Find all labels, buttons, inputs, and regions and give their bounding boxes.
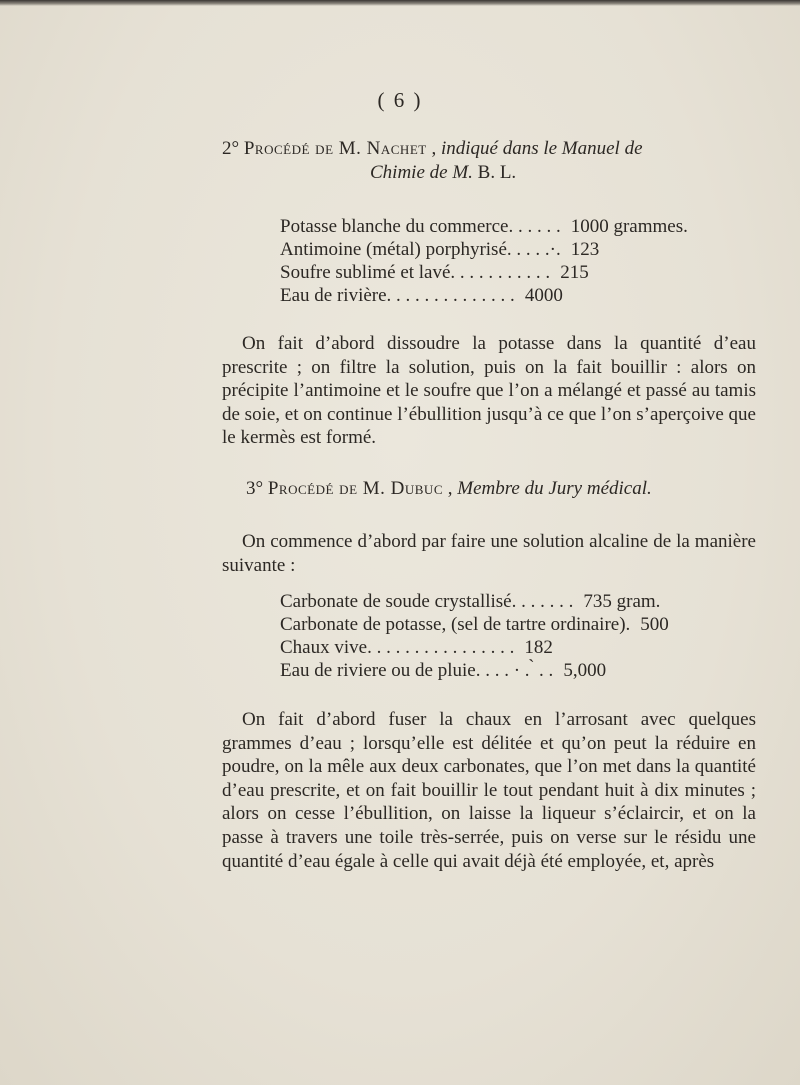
ingredient-quantity: 215 — [560, 262, 589, 283]
paragraph-2: On commence d’abord par faire une solution alcaline de la manière suivante : — [222, 531, 756, 576]
page-top-edge — [0, 0, 800, 6]
section-2-heading — [222, 137, 762, 160]
ingredient-quantity: 5,000 — [563, 660, 607, 681]
ingredient-name: Carbonate de soude crystallisé. . . . . . . — [280, 591, 574, 612]
section-3-heading — [246, 477, 766, 500]
paragraph-1: On fait d’abord dissoudre la potasse dans la quantité d’eau prescrite ; on filtre la solution, puis on la fait bouillir : alors on précipite l’antimoine et le soufre que l’on a mélangé et passé au tamis de soie, et on continue l’ébullition jusqu’à ce que l’on s’aperçoive que le kermès est formé. — [222, 333, 756, 449]
recipe-1 — [280, 215, 688, 307]
ingredient-name: Eau de riviere ou de pluie. . . . · . ̀ . . — [280, 660, 554, 681]
ingredient-quantity: 500 — [640, 614, 669, 635]
section-2-source-initials: B. L. — [472, 162, 517, 183]
section-2-number: 2° — [222, 138, 240, 159]
section-3-source: Membre du Jury médical. — [457, 478, 652, 499]
section-3-separator: , — [443, 478, 458, 499]
paragraph-3: On fait d’abord fuser la chaux en l’arrosant avec quelques grammes d’eau ; lorsqu’elle est délitée et qu’on peut la réduire en poudre, on la mêle aux deux carbonates, que l’on met dans la quantité d’eau prescrite, et on fait bouillir le tout pendant huit à dix minutes ; alors on cesse l’ébullition, on laisse la liqueur s’éclaircir, et on la passe à travers une toile très-serrée, puis on verse sur le résidu une quantité d’eau égale à celle qui avait déjà été employée, et, après — [222, 709, 756, 872]
ingredient-quantity: 1000 grammes. — [570, 216, 688, 237]
ingredient-quantity: 4000 — [524, 285, 563, 306]
ingredient-name: Eau de rivière. . . . . . . . . . . . . . — [280, 285, 515, 306]
section-2-source-line2: Chimie de M. — [370, 162, 473, 183]
section-2-source: indiqué dans le Manuel de — [440, 138, 643, 159]
recipe-row — [280, 215, 688, 238]
recipe-row — [280, 238, 688, 261]
recipe-row — [280, 636, 669, 659]
section-2-title: Procédé de M. Nachet — [243, 138, 427, 159]
section-3-title: Procédé de M. Dubuc — [267, 478, 443, 499]
ingredient-name: Soufre sublimé et lavé. . . . . . . . . . . — [280, 262, 551, 283]
ingredient-quantity: 123 — [570, 239, 600, 260]
ingredient-quantity: 182 — [524, 637, 553, 658]
recipe-row — [280, 613, 669, 636]
recipe-2 — [280, 590, 669, 682]
ingredient-quantity: 735 gram. — [583, 591, 661, 612]
recipe-row — [280, 261, 688, 284]
ingredient-name: Potasse blanche du commerce. . . . . . — [280, 216, 561, 237]
section-2-heading-line2 — [370, 161, 516, 184]
ingredient-name: Chaux vive. . . . . . . . . . . . . . . . — [280, 637, 515, 658]
recipe-row — [280, 590, 669, 613]
recipe-row — [280, 284, 688, 307]
recipe-row — [280, 659, 669, 682]
section-3-number: 3° — [246, 478, 264, 499]
ingredient-name: Carbonate de potasse, (sel de tartre ordinaire). — [280, 614, 631, 635]
ingredient-name: Antimoine (métal) porphyrisé. . . . .·. — [280, 239, 561, 260]
page-number: ( 6 ) — [377, 88, 423, 112]
section-2-separator: , — [426, 138, 441, 159]
